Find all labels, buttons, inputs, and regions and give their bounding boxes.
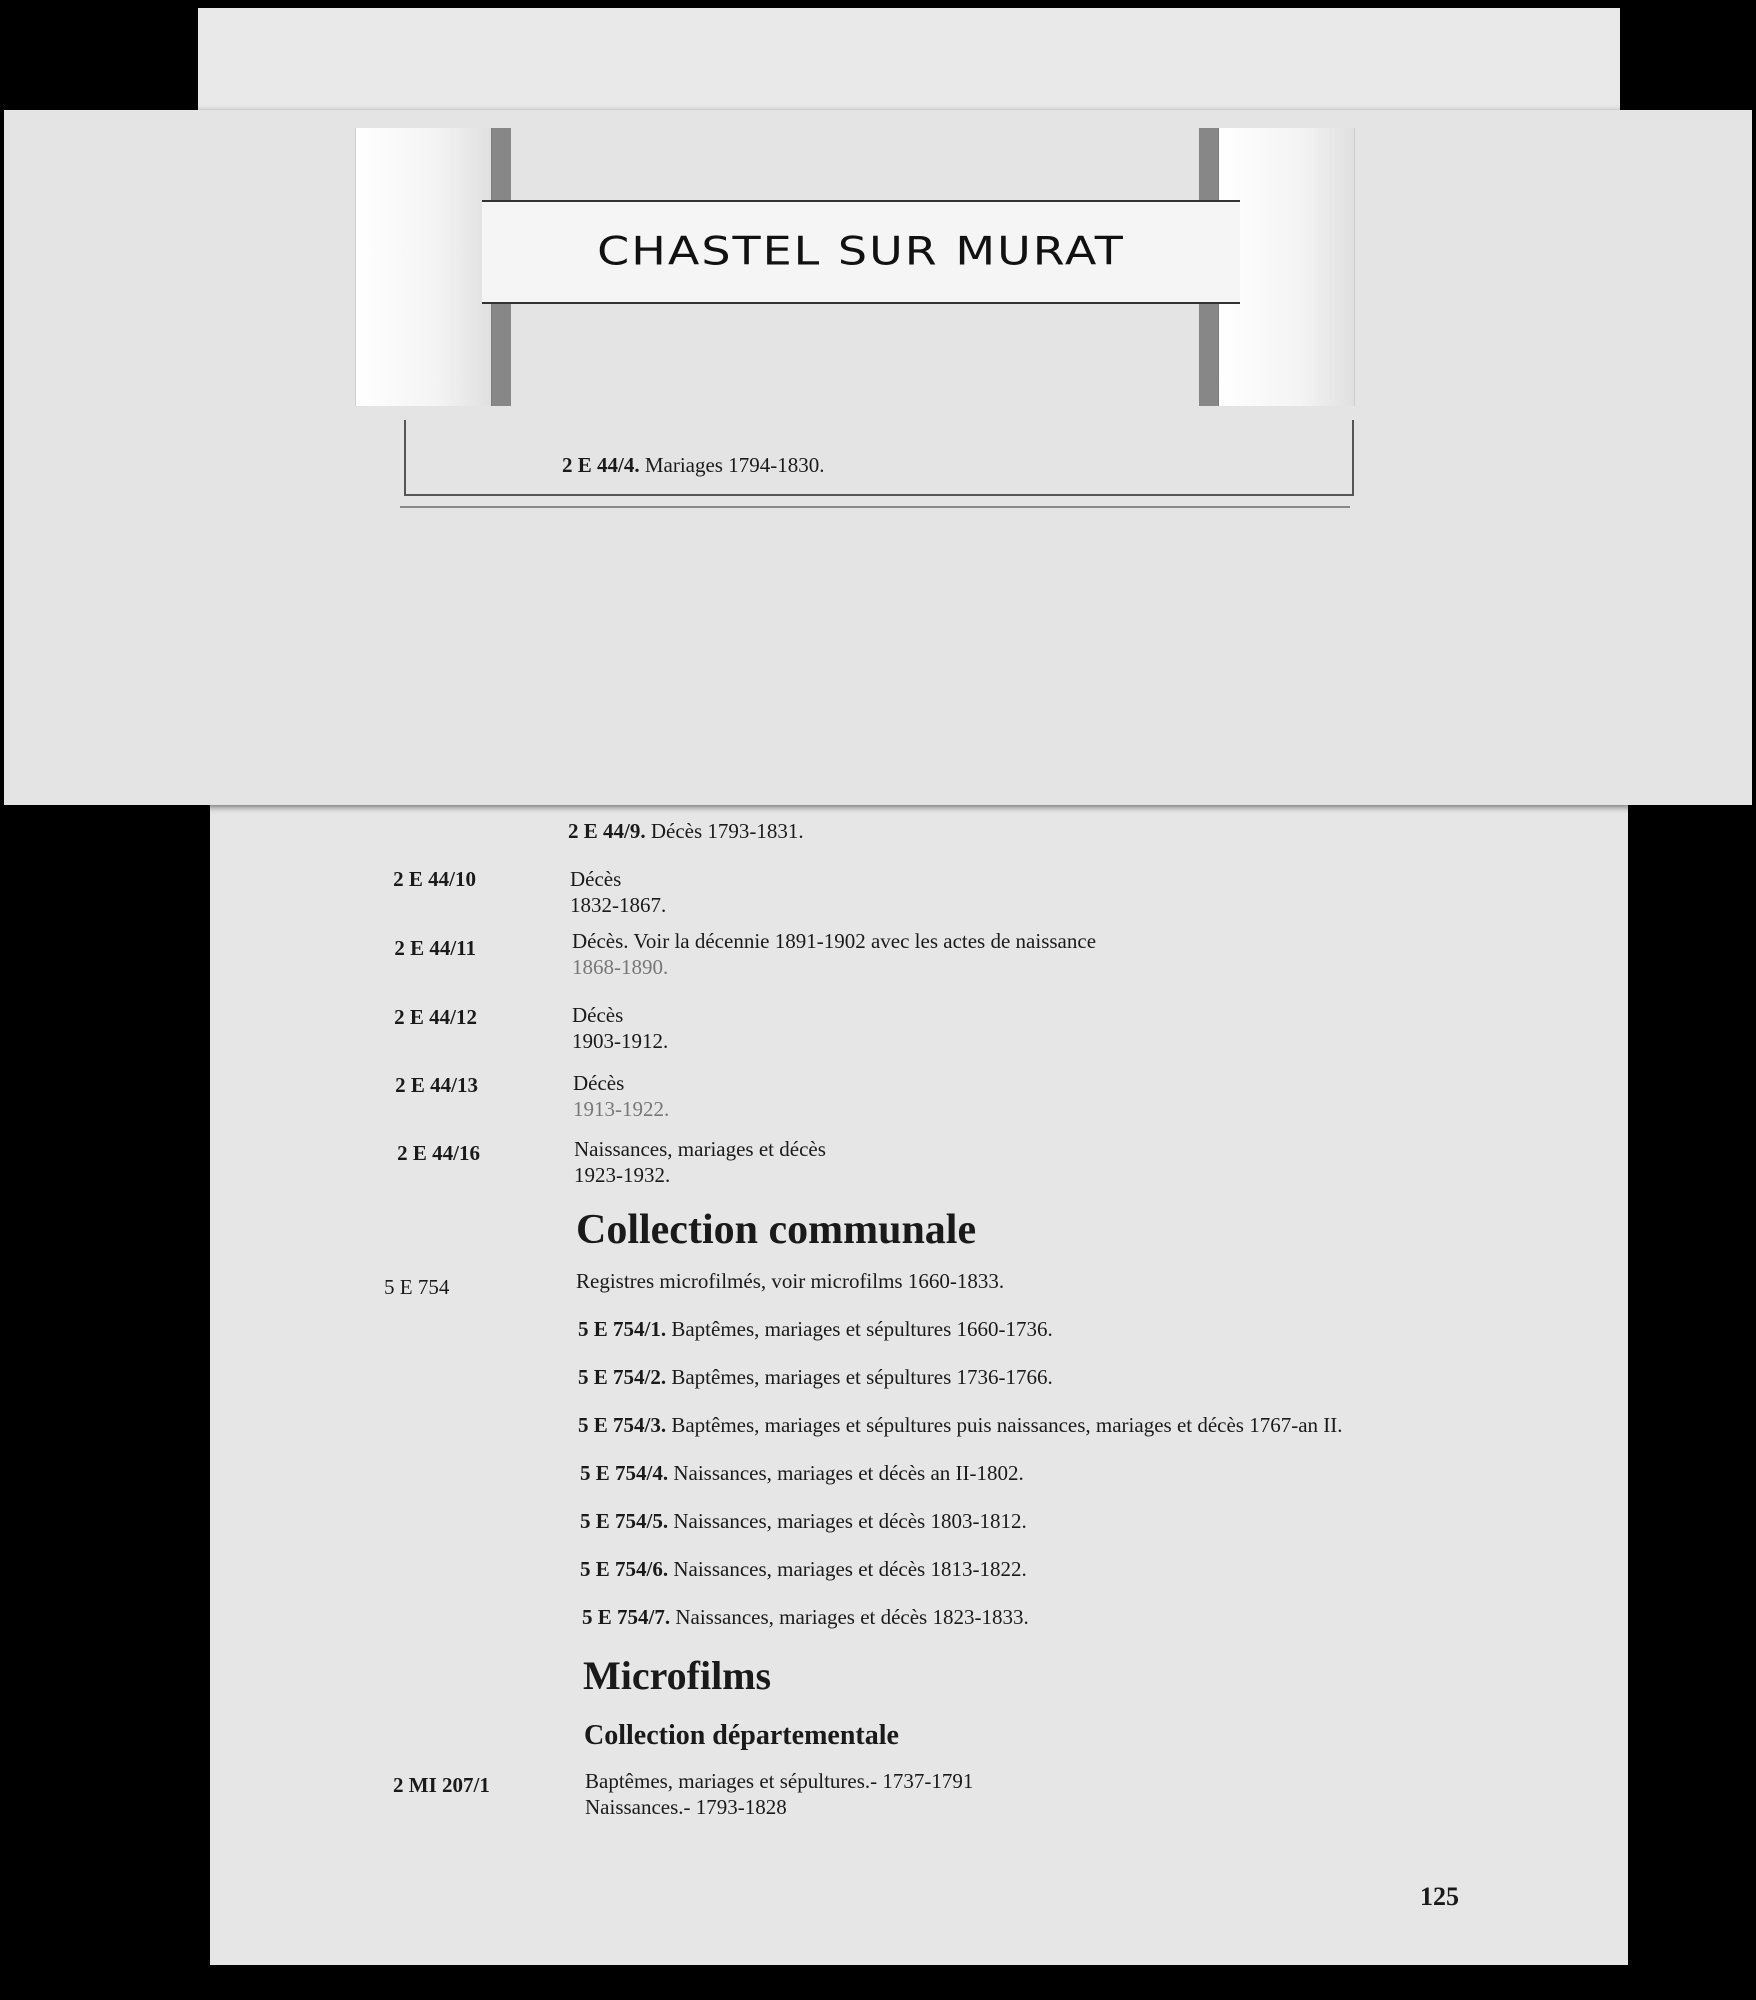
item-text: Baptêmes, mariages et sépultures puis naissances, mariages et décès 1767-an II. [671, 1413, 1343, 1437]
item-code: 5 E 754/2. [578, 1365, 667, 1389]
collection-item [580, 1508, 1027, 1534]
microfilm-line2: Naissances.- 1793-1828 [585, 1795, 787, 1819]
collection-code: 5 E 754 [384, 1275, 450, 1299]
collection-item [580, 1556, 1027, 1582]
item-text: Naissances, mariages et décès an II-1802. [673, 1461, 1024, 1485]
entry-line1: Décès [573, 1071, 625, 1095]
collection-item [582, 1604, 1029, 1630]
collection-intro: Registres microfilmés, voir microfilms 1660-1833. [576, 1269, 1005, 1293]
entry-line1: Naissances, mariages et décès [574, 1137, 826, 1161]
collection-item [578, 1364, 1053, 1390]
entry-line2: 1923-1932. [574, 1163, 671, 1187]
item-text: Naissances, mariages et décès 1803-1812. [673, 1509, 1027, 1533]
section-heading: Collection communale [576, 1207, 977, 1253]
page-number: 125 [1420, 1882, 1459, 1911]
collection-item [580, 1460, 1024, 1486]
entry-desc [572, 1002, 1472, 1054]
item-code: 5 E 754/1. [578, 1317, 667, 1341]
entry-desc [570, 866, 1470, 918]
entry-sub-code: 2 E 44/9. [568, 819, 646, 843]
entry-code: 2 E 44/12 [394, 1005, 477, 1029]
entry-sub-text: Décès 1793-1831. [650, 819, 804, 843]
item-code: 5 E 754/5. [580, 1509, 669, 1533]
overlay-entry-text: Mariages 1794-1830. [644, 453, 825, 477]
title-label [482, 200, 1240, 304]
entry-code: 2 E 44/10 [393, 867, 476, 891]
microfilms-heading: Microfilms [583, 1653, 772, 1698]
item-text: Naissances, mariages et décès 1823-1833. [675, 1605, 1029, 1629]
overlay-entry [562, 452, 824, 478]
entry-desc [574, 1136, 1474, 1188]
entry-box [404, 420, 1354, 496]
microfilm-desc [585, 1768, 973, 1820]
entry-line1: Décès. Voir la décennie 1891-1902 avec les actes de naissance [572, 929, 1097, 953]
entry-desc [573, 1070, 1473, 1122]
entry-line2: 1868-1890. [572, 955, 669, 979]
microfilms-subheading: Collection départementale [584, 1720, 899, 1751]
item-text: Naissances, mariages et décès 1813-1822. [673, 1557, 1027, 1581]
entry-code: 2 E 44/11 [394, 936, 476, 960]
entry-sub [568, 818, 804, 844]
item-code: 5 E 754/6. [580, 1557, 669, 1581]
collection-item [578, 1412, 1343, 1438]
item-text: Baptêmes, mariages et sépultures 1660-1736. [671, 1317, 1053, 1341]
microfilm-code: 2 MI 207/1 [393, 1773, 490, 1797]
item-code: 5 E 754/4. [580, 1461, 669, 1485]
divider [400, 506, 1350, 508]
entry-code: 2 E 44/16 [397, 1141, 480, 1165]
item-text: Baptêmes, mariages et sépultures 1736-1766. [671, 1365, 1053, 1389]
microfilm-line1: Baptêmes, mariages et sépultures.- 1737-1791 [585, 1769, 974, 1793]
entry-line1: Décès [572, 1003, 624, 1027]
overlay-entry-code: 2 E 44/4. [562, 453, 640, 477]
item-code: 5 E 754/3. [578, 1413, 667, 1437]
collection-item [578, 1316, 1053, 1342]
commune-title: CHASTEL SUR MURAT [597, 228, 1125, 274]
item-code: 5 E 754/7. [582, 1605, 671, 1629]
entry-line1: Décès [570, 867, 622, 891]
clip-left [355, 128, 492, 406]
entry-code: 2 E 44/13 [395, 1073, 478, 1097]
entry-line2: 1903-1912. [572, 1029, 669, 1053]
entry-line2: 1913-1922. [573, 1097, 670, 1121]
entry-line2: 1832-1867. [570, 893, 667, 917]
entry-desc [572, 928, 1472, 980]
